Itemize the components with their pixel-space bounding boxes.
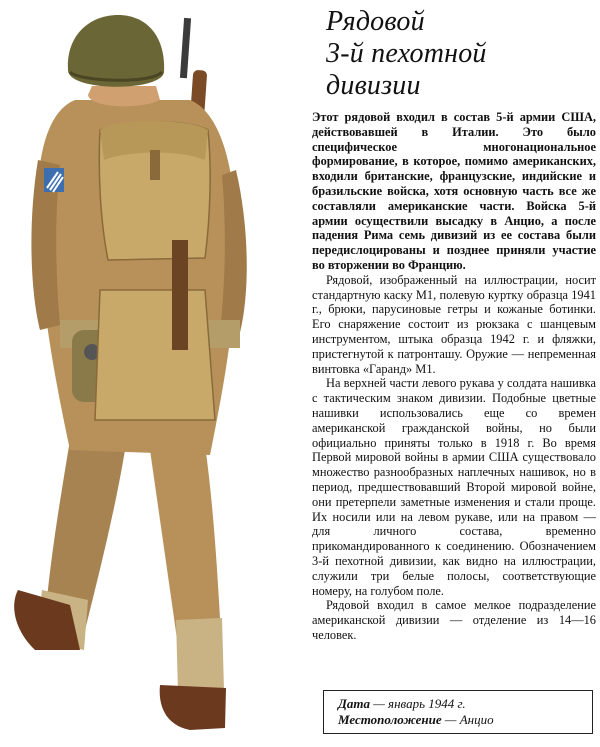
- title-line-2: 3-й пехотной: [326, 38, 487, 69]
- date-value: — январь 1944 г.: [370, 696, 466, 711]
- info-box: [323, 690, 593, 734]
- page-title: [326, 6, 596, 102]
- location-value: — Анцио: [441, 712, 494, 727]
- title-line-1: Рядовой: [326, 6, 425, 37]
- location-line: [338, 712, 578, 728]
- paragraph-2: Рядовой, изображенный на иллюстрации, носит стандартную каску М1, полевую куртку образца 1941 г., брюки, парусиновые гетры и кожаные ботинки. Его снаряжение состоит из рюкзака с шанцевым инструментом, штыка образца 1942 г. и фляжки, пристегнутой к патронташу. Оружие — непременная винтовка «Гаранд» М1.: [312, 272, 596, 376]
- paragraph-1: Этот рядовой входил в состав 5-й армии США, действовавшей в Италии. Это было специфическое многонациональное формирование, в которое, помимо американских, входили британские, французские, индийские и бразильские войска, хотя основную часть все же составляли американские части. Войска 5-й армии осуществили высадку в Анцио, а после падения Рима семь дивизий из ее состава были передислоцированы и позднее приняли участие во вторжении во Францию.: [312, 110, 596, 272]
- article-body: [312, 110, 596, 643]
- helmet: [68, 15, 164, 106]
- paragraph-4: Рядовой входил в самое мелкое подразделение американской дивизии — отделение из 14—16 человек.: [312, 598, 596, 642]
- location-label: Местоположение: [338, 712, 442, 727]
- date-label: Дата: [338, 696, 370, 711]
- paragraph-3: На верхней части левого рукава у солдата нашивка с тактическим знаком дивизии. Подобные цветные нашивки использовались еще со времен американской гражданской войны, но были официально приняты только в 1918 г. Во время Первой мировой войны в армии США существовало множество разнообразных наплечных нашивок, но в период, предшествовавший Второй мировой войне, они претерпели заметные изменения и стали проще. Их носили или на левом рукаве, или на правом — для личного состава, временно прикомандированного к соединению. Обозначением 3-й пехотной дивизии, как видно на иллюстрации, служили три белые полосы, соответствующие номеру, на голубом поле.: [312, 376, 596, 598]
- legs: [14, 440, 226, 730]
- bayonet: [172, 240, 188, 350]
- date-line: [338, 696, 578, 712]
- title-line-3: дивизии: [326, 70, 421, 101]
- division-patch: [44, 168, 64, 192]
